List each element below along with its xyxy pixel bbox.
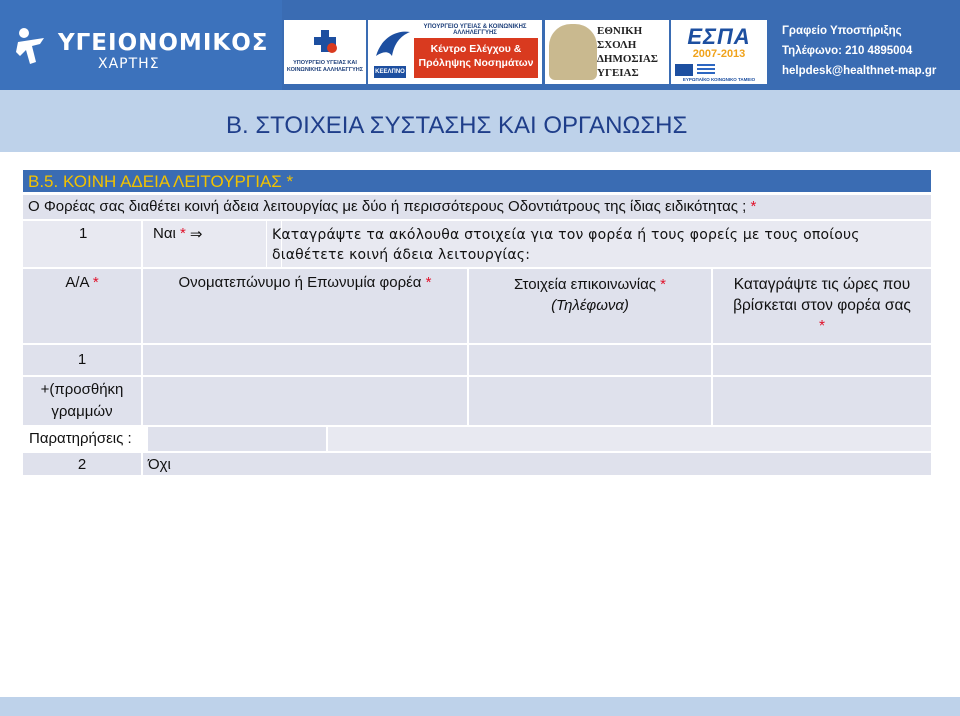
dove-icon [372,26,412,66]
footer-band [0,697,960,716]
yes-option-row[interactable] [22,220,932,268]
table-row [22,344,932,376]
keelpno-caption: Κέντρο Ελέγχου & Πρόληψης Νοσημάτων [418,43,534,69]
greek-flag-icon [697,64,715,76]
question-row [22,194,932,220]
ministry-caption: ΥΠΟΥΡΓΕΙΟ ΥΓΕΙΑΣ ΚΑΙ ΚΟΙΝΩΝΙΚΗΣ ΑΛΛΗΛΕΓΓΥΗΣ [286,60,364,73]
no-option-row[interactable] [22,452,932,476]
ministry-logo [284,20,366,84]
yes-option-number: 1 [79,225,88,242]
logo-title: ΥΓΕΙΟΝΟΜΙΚΟΣ [58,30,269,56]
column-header-hours [712,268,932,344]
yes-option-label-cell[interactable] [142,220,282,268]
required-mark: * [818,318,826,335]
contact-phone-input[interactable] [468,344,712,376]
helpdesk-email-link[interactable]: helpdesk@healthnet-map.gr [782,65,937,77]
espa-caption: ΕΥΡΩΠΑΪΚΟ ΚΟΙΝΩΝΙΚΟ ΤΑΜΕΙΟ [682,77,756,82]
add-rows-row [22,376,932,426]
entity-name-input[interactable] [142,344,468,376]
keelpno-badge: ΚΕΕΛΠΝΟ [374,66,406,78]
person-logo-icon [14,26,48,66]
keelpno-ministry-caption: ΥΠΟΥΡΓΕΙΟ ΥΓΕΙΑΣ & ΚΟΙΝΩΝΙΚΗΣ ΑΛΛΗΛΕΓΓΥΗΣ [423,24,527,36]
keelpno-logo [368,20,542,84]
required-mark: * [660,276,666,293]
table-header-row [22,268,932,344]
column-header-contact-subtext: (Τηλέφωνα) [551,297,629,314]
yes-option-description: Καταγράψτε τα ακόλουθα στοιχεία για τον φορέα ή τους φορείς με τους οποίους διαθέτετε κοινή άδεια λειτουργίας: [266,220,932,268]
site-logo[interactable] [0,0,282,90]
esdy-logo [545,20,669,84]
remarks-row [22,426,932,452]
esdy-caption: ΕΘΝΙΚΗ ΣΧΟΛΗ ΔΗΜΟΣΙΑΣ ΥΓΕΙΑΣ [597,25,658,79]
hours-input[interactable] [712,376,932,426]
required-mark: * [180,225,186,242]
question-cell [22,194,932,220]
section-title: Β. ΣΤΟΙΧΕΙΑ ΣΥΣΤΑΣΗΣ ΚΑΙ ΟΡΓΑΝΩΣΗΣ [226,112,688,139]
column-header-aa [22,268,142,344]
remarks-spacer [327,426,932,452]
yes-option-label: Ναι [153,225,181,242]
medical-cross-icon [312,28,338,54]
required-mark: * [92,274,99,291]
hours-input[interactable] [712,344,932,376]
remarks-label: Παρατηρήσεις : [22,426,147,452]
column-header-hours-text: Καταγράψτε τις ώρες που βρίσκεται στον φορέα σας [733,276,911,314]
column-header-contact [468,268,712,344]
statue-head-icon [549,24,597,80]
row-number: 1 [22,344,142,376]
espa-title: ΕΣΠΑ [687,24,751,49]
entity-name-input[interactable] [142,376,468,426]
logo-subtitle: ΧΑΡΤΗΣ [98,56,160,72]
question-text: Ο Φορέας σας διαθέτει κοινή άδεια λειτουργίας με δύο ή περισσότερους Οδοντιάτρους της ίδιας ειδικότητας ; [28,198,751,215]
header-banner [0,0,960,90]
add-rows-link[interactable]: +(προσθήκη γραμμών [22,376,142,426]
subsection-header: Β.5. ΚΟΙΝΗ ΑΔΕΙΑ ΛΕΙΤΟΥΡΓΙΑΣ * [22,169,932,193]
helpdesk-title: Γραφείο Υποστήριξης [782,25,902,37]
column-header-contact-text: Στοιχεία επικοινωνίας [514,276,661,293]
arrow-right-icon: ⇒ [189,226,203,244]
remarks-input[interactable] [147,426,327,452]
espa-years: 2007-2013 [692,48,746,60]
column-header-aa-text: Α/Α [65,274,93,291]
helpdesk-phone: Τηλέφωνο: 210 4895004 [782,45,913,57]
espa-logo [671,20,767,84]
no-option-number: 2 [22,452,142,476]
column-header-name-text: Ονοματεπώνυμο ή Επωνυμία φορέα [178,274,426,291]
required-mark: * [750,198,757,215]
yes-option-number-cell [22,220,142,268]
contact-phone-input[interactable] [468,376,712,426]
eu-flag-icon [675,64,693,76]
no-option-label[interactable]: Όχι [142,452,932,476]
required-mark: * [425,274,432,291]
column-header-name [142,268,468,344]
